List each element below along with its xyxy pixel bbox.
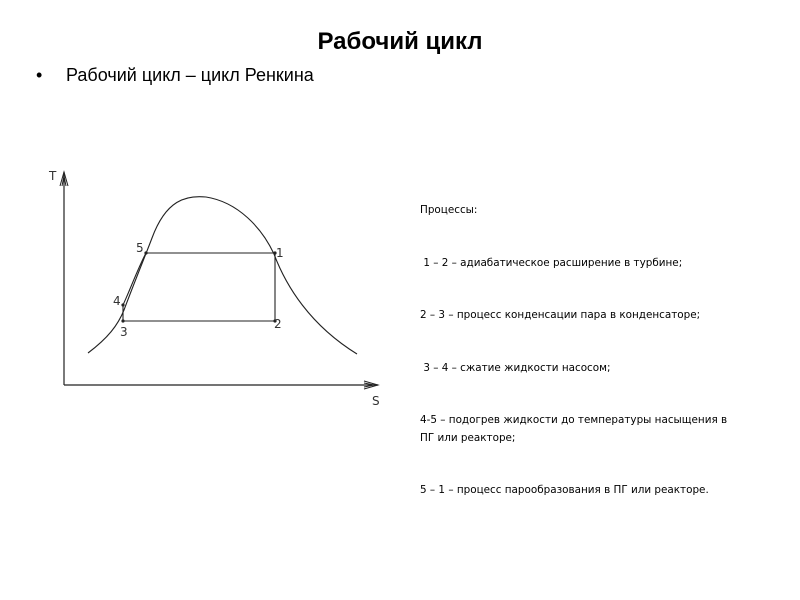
point-2-label: 2 — [274, 317, 282, 331]
point-5-marker — [144, 251, 147, 254]
saturation-curve — [88, 197, 357, 354]
process-item: 3 – 4 – сжатие жидкости насосом; — [420, 361, 611, 374]
process-4-5-line — [123, 253, 146, 305]
point-3-label: 3 — [120, 325, 128, 339]
point-5-label: 5 — [136, 241, 144, 255]
x-axis-label: S — [372, 394, 380, 408]
processes-heading: Процессы: — [420, 204, 478, 216]
process-item: 5 – 1 – процесс парообразования в ПГ или реакторе. — [420, 484, 709, 496]
point-4-marker — [121, 303, 124, 306]
bullet-dot-icon: • — [36, 65, 43, 85]
process-item: 1 – 2 – адиабатическое расширение в турбине; — [420, 256, 683, 269]
point-1-label: 1 — [276, 246, 284, 260]
y-axis-label: T — [49, 169, 57, 183]
point-4-label: 4 — [113, 294, 121, 308]
processes-list — [420, 167, 780, 517]
point-3-marker — [121, 319, 124, 322]
process-item: 2 – 3 – процесс конденсации пара в конденсаторе; — [420, 309, 701, 321]
bullet-text: Рабочий цикл – цикл Ренкина — [66, 65, 314, 85]
process-item: 4-5 – подогрев жидкости до температуры насыщения в ПГ или реакторе; — [420, 414, 728, 444]
slide-title: Рабочий цикл — [317, 28, 483, 55]
